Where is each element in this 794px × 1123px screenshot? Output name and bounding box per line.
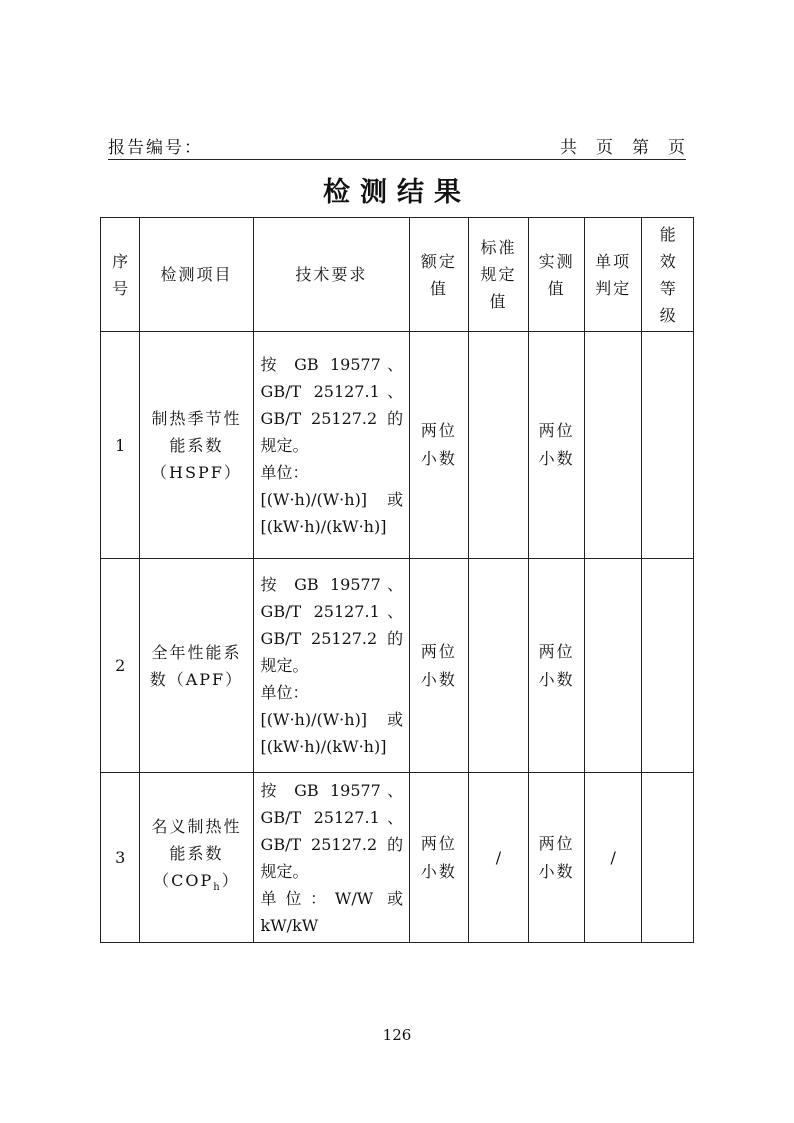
col-header-item: 检测项目 [140, 218, 253, 332]
cell-item: 制热季节性 能系数 （HSPF） [140, 332, 253, 559]
cell-no: 1 [101, 332, 140, 559]
cell-measured: 两位 小数 [529, 559, 585, 773]
col-header-grade: 能效等级 [642, 218, 694, 332]
col-header-no: 序号 [101, 218, 140, 332]
cell-rated: 两位 小数 [410, 332, 469, 559]
cell-judgement: / [584, 773, 642, 943]
cell-grade [642, 559, 694, 773]
page-info: 共 页 第 页 [560, 138, 686, 158]
cell-judgement [584, 332, 642, 559]
cell-requirement: 按 GB 19577、GB/T 25127.1、GB/T 25127.2 的规定。 单位：W/W 或 kW/kW [253, 773, 410, 943]
page-number: 126 [382, 1026, 412, 1044]
table-row [101, 332, 694, 559]
report-number-label: 报告编号： [108, 138, 203, 158]
cell-no: 2 [101, 559, 140, 773]
col-header-standard: 标准 规定 值 [468, 218, 529, 332]
cell-rated: 两位 小数 [410, 773, 469, 943]
col-header-measured: 实测 值 [529, 218, 585, 332]
cell-rated: 两位 小数 [410, 559, 469, 773]
cell-standard: / [468, 773, 529, 943]
table-row [101, 559, 694, 773]
col-header-requirement: 技术要求 [253, 218, 410, 332]
report-header [108, 133, 686, 160]
cell-measured: 两位 小数 [529, 332, 585, 559]
table-row [101, 773, 694, 943]
cell-item: 名义制热性 能系数 $(COP_h)$ [140, 773, 253, 943]
cell-grade [642, 773, 694, 943]
table-header-row [101, 218, 694, 332]
col-header-rated: 额定 值 [410, 218, 469, 332]
page-title: 检测结果 [323, 177, 471, 208]
cell-requirement: 按 GB 19577、GB/T 25127.1、GB/T 25127.2 的规定。 单位： [(W·h)/(W·h)] 或 [(kW·h)/(kW·h)] [253, 332, 410, 559]
cell-item: 全年性能系 数（APF） [140, 559, 253, 773]
cell-grade [642, 332, 694, 559]
cell-judgement [584, 559, 642, 773]
cell-measured: 两位 小数 [529, 773, 585, 943]
cell-no: 3 [101, 773, 140, 943]
cell-standard [468, 332, 529, 559]
results-table [100, 217, 694, 943]
cell-standard [468, 559, 529, 773]
col-header-judgement: 单项 判定 [584, 218, 642, 332]
cell-requirement: 按 GB 19577、GB/T 25127.1、GB/T 25127.2 的规定。 单位： [(W·h)/(W·h)] 或 [(kW·h)/(kW·h)] [253, 559, 410, 773]
